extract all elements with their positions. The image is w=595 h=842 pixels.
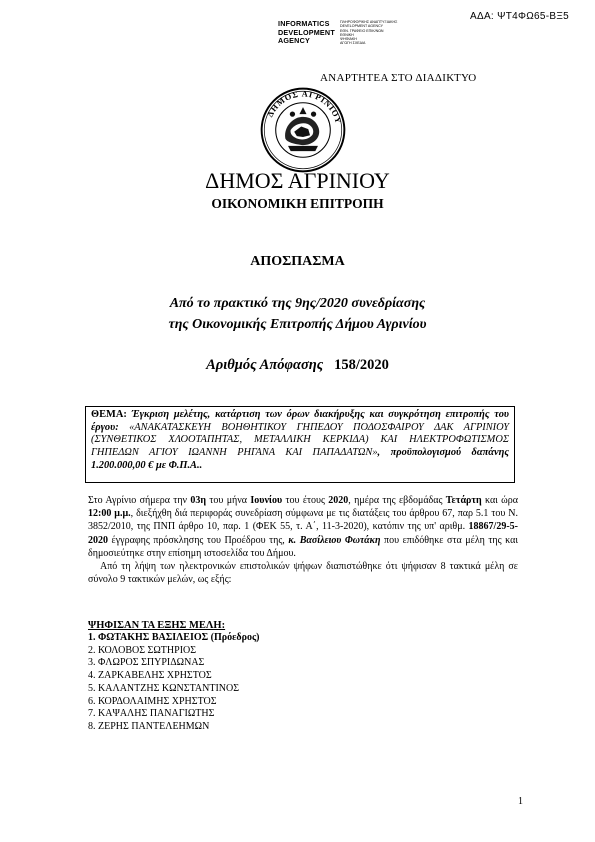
minutes-line: της Οικονομικής Επιτροπής Δήμου Αγρινίου: [168, 317, 427, 332]
text-span: και ώρα: [481, 495, 518, 506]
ida-logo-line: DEVELOPMENT: [278, 27, 335, 37]
voters-heading: ΨΗΦΙΣΑΝ ΤΑ ΕΞΗΣ ΜΕΛΗ:: [88, 620, 226, 631]
minutes-line: Από το πρακτικό της 9ης/2020 συνεδρίασης: [169, 296, 426, 311]
members-list: [88, 632, 260, 734]
president-name: κ. Βασίλειου Φωτάκη: [288, 534, 381, 546]
meeting-paragraph: [88, 494, 518, 560]
subject-description: Έγκριση μελέτης, κατάρτιση των όρων διακήρυξης και συγκρότηση επιτροπής του έργου:: [91, 409, 509, 433]
member-item: 6. ΚΟΡΔΟΛΑΙΜΗΣ ΧΡΗΣΤΟΣ: [88, 695, 217, 707]
meeting-year: 2020: [328, 495, 349, 506]
text-span: του μήνα: [206, 495, 251, 506]
invitation-number: 18867/29-5-2020: [88, 521, 518, 546]
member-item: 3. ΦΛΩΡΟΣ ΣΠΥΡΙΔΩΝΑΣ: [88, 657, 205, 669]
ida-logo-subtext: [340, 20, 397, 46]
ida-logo-subline: ΕΘΝΙΚΗ: [340, 32, 354, 37]
meeting-weekday: Τετάρτη: [445, 495, 482, 506]
member-item: 2. ΚΟΛΟΒΟΣ ΣΩΤΗΡΙΟΣ: [88, 644, 197, 656]
member-item: [88, 632, 260, 645]
minutes-reference: [0, 293, 595, 335]
decision-number: 158/2020: [334, 357, 389, 373]
post-online-notice: ΑΝΑΡΤΗΤΕΑ ΣΤΟ ΔΙΑΔΙΚΤΥΟ: [320, 72, 477, 84]
decision-label: Αριθμός Απόφασης: [206, 357, 324, 373]
text-span: Στο Αγρίνιο σήμερα την: [88, 495, 191, 506]
member-name: 1. ΦΩΤΑΚΗΣ ΒΑΣΙΛΕΙΟΣ (Πρόεδρος): [88, 632, 260, 643]
votes-paragraph: Από τη λήψη των ηλεκτρονικών επιστολικών ψήφων διαπιστώθηκε ότι ψήφισαν 8 τακτικά μέλη σε σύνολο 9 τακτικών μελών, ως εξής:: [88, 561, 518, 586]
ida-logo-subline: ΕΘΝ. ΓΡΑΦΕΙΟ ΕΠΙΚ/ΝΩΝ: [340, 28, 384, 33]
text-span: , ημέρα της εβδομάδας: [348, 495, 446, 506]
ida-logo-subline: DEVELOPMENT AGENCY: [340, 24, 384, 29]
text-span: έγγραφης πρόσκλησης του Προέδρου της,: [108, 534, 289, 546]
member-item: 8. ΖΕΡΗΣ ΠΑΝΤΕΛΕΗΜΩΝ: [88, 720, 210, 732]
project-budget: , προϋπολογισμού δαπάνης 1.200.000,00 € με Φ.Π.Α..: [91, 447, 509, 471]
meeting-month: Ιουνίου: [250, 495, 283, 506]
meeting-day: 03η: [190, 495, 207, 506]
text-span: που επιδόθηκε στα μέλη της και δημοσιεύτηκε στην επίσημη ιστοσελίδα του Δήμου.: [88, 534, 519, 559]
extract-title: ΑΠΟΣΠΑΣΜΑ: [250, 254, 345, 269]
ida-logo-line: INFORMATICS: [278, 19, 330, 28]
subject-box: [85, 406, 515, 483]
member-item: 5. ΚΑΛΑΝΤΖΗΣ ΚΩΝΣΤΑΝΤΙΝΟΣ: [88, 682, 240, 694]
project-title: «ΑΝΑΚΑΤΑΣΚΕΥΗ ΒΟΗΘΗΤΙΚΟΥ ΓΗΠΕΔΟΥ ΠΟΔΟΣΦΑΙΡΟΥ ΔΑΚ ΑΓΡΙΝΙΟΥ (ΣΥΝΘΕΤΙΚΟΣ ΧΛΟΟΤΑΠΗΤΑΣ, ΜΕΤΑΛΛΙΚΗ ΚΕΡΚΙΔΑ) ΚΑΙ ΗΛΕΚΤΡΟΦΩΤΙΣΜΟΣ ΓΗΠΕΔΩΝ ΑΓΙΟΥ ΙΩΑΝΝΗ ΡΗΓΑΝΑ ΚΑΙ ΠΑΠΑΔΑΤΩΝ»: [91, 421, 509, 459]
ida-logo-subline: ΑΓΩΓΗ ΣΧΕΔΙΑ: [340, 41, 366, 46]
text-span: , διεξήχθη διά περιφοράς συνεδρίαση σύμφωνα με τις διατάξεις του άρθρου 67, παρ 5.1 του Ν. 3852/2010, της ΠΝΠ άρθρο 10, παρ. 1 (ΦΕΚ 55, τ. Α΄, 11-3-2020), κατόπιν της υπ' αριθμ.: [88, 508, 519, 533]
subject-label: ΘΕΜΑ:: [91, 409, 127, 420]
ada-code: ΑΔΑ: ΨΤ4ΦΩ65-ΒΞ5: [470, 11, 570, 22]
ida-logo-line: AGENCY: [278, 36, 310, 46]
page-number: 1: [518, 796, 523, 807]
ida-logo-subline: ΠΛΗΡΟΦΟΡΙΚΗΣ ΑΝΑΠΤΥΞΙΑΚΗΣ: [340, 20, 398, 24]
meeting-time: 12:00 μ.μ.: [88, 508, 131, 520]
ida-logo-wordmark: [278, 20, 335, 46]
seal-text: ΔΗΜΟΣ ΑΓΡΙΝΙΟΥ: [265, 89, 343, 126]
member-item: 7. ΚΑΨΑΛΗΣ ΠΑΝΑΓΙΩΤΗΣ: [88, 708, 215, 720]
member-item: 4. ΖΑΡΚΑΒΕΛΗΣ ΧΡΗΣΤΟΣ: [88, 670, 212, 682]
ida-logo-subline: ΨΗΦΙΑΚΗ: [340, 37, 357, 42]
municipality-seal-icon: [259, 86, 347, 174]
committee-title: ΟΙΚΟΝΟΜΙΚΗ ΕΠΙΤΡΟΠΗ: [211, 196, 384, 211]
meeting-description: [88, 494, 518, 586]
decision-number-line: [0, 357, 595, 374]
municipality-title: ΔΗΜΟΣ ΑΓΡΙΝΙΟΥ: [205, 168, 390, 193]
ida-logo: [278, 20, 398, 58]
text-span: του έτους: [282, 495, 329, 506]
